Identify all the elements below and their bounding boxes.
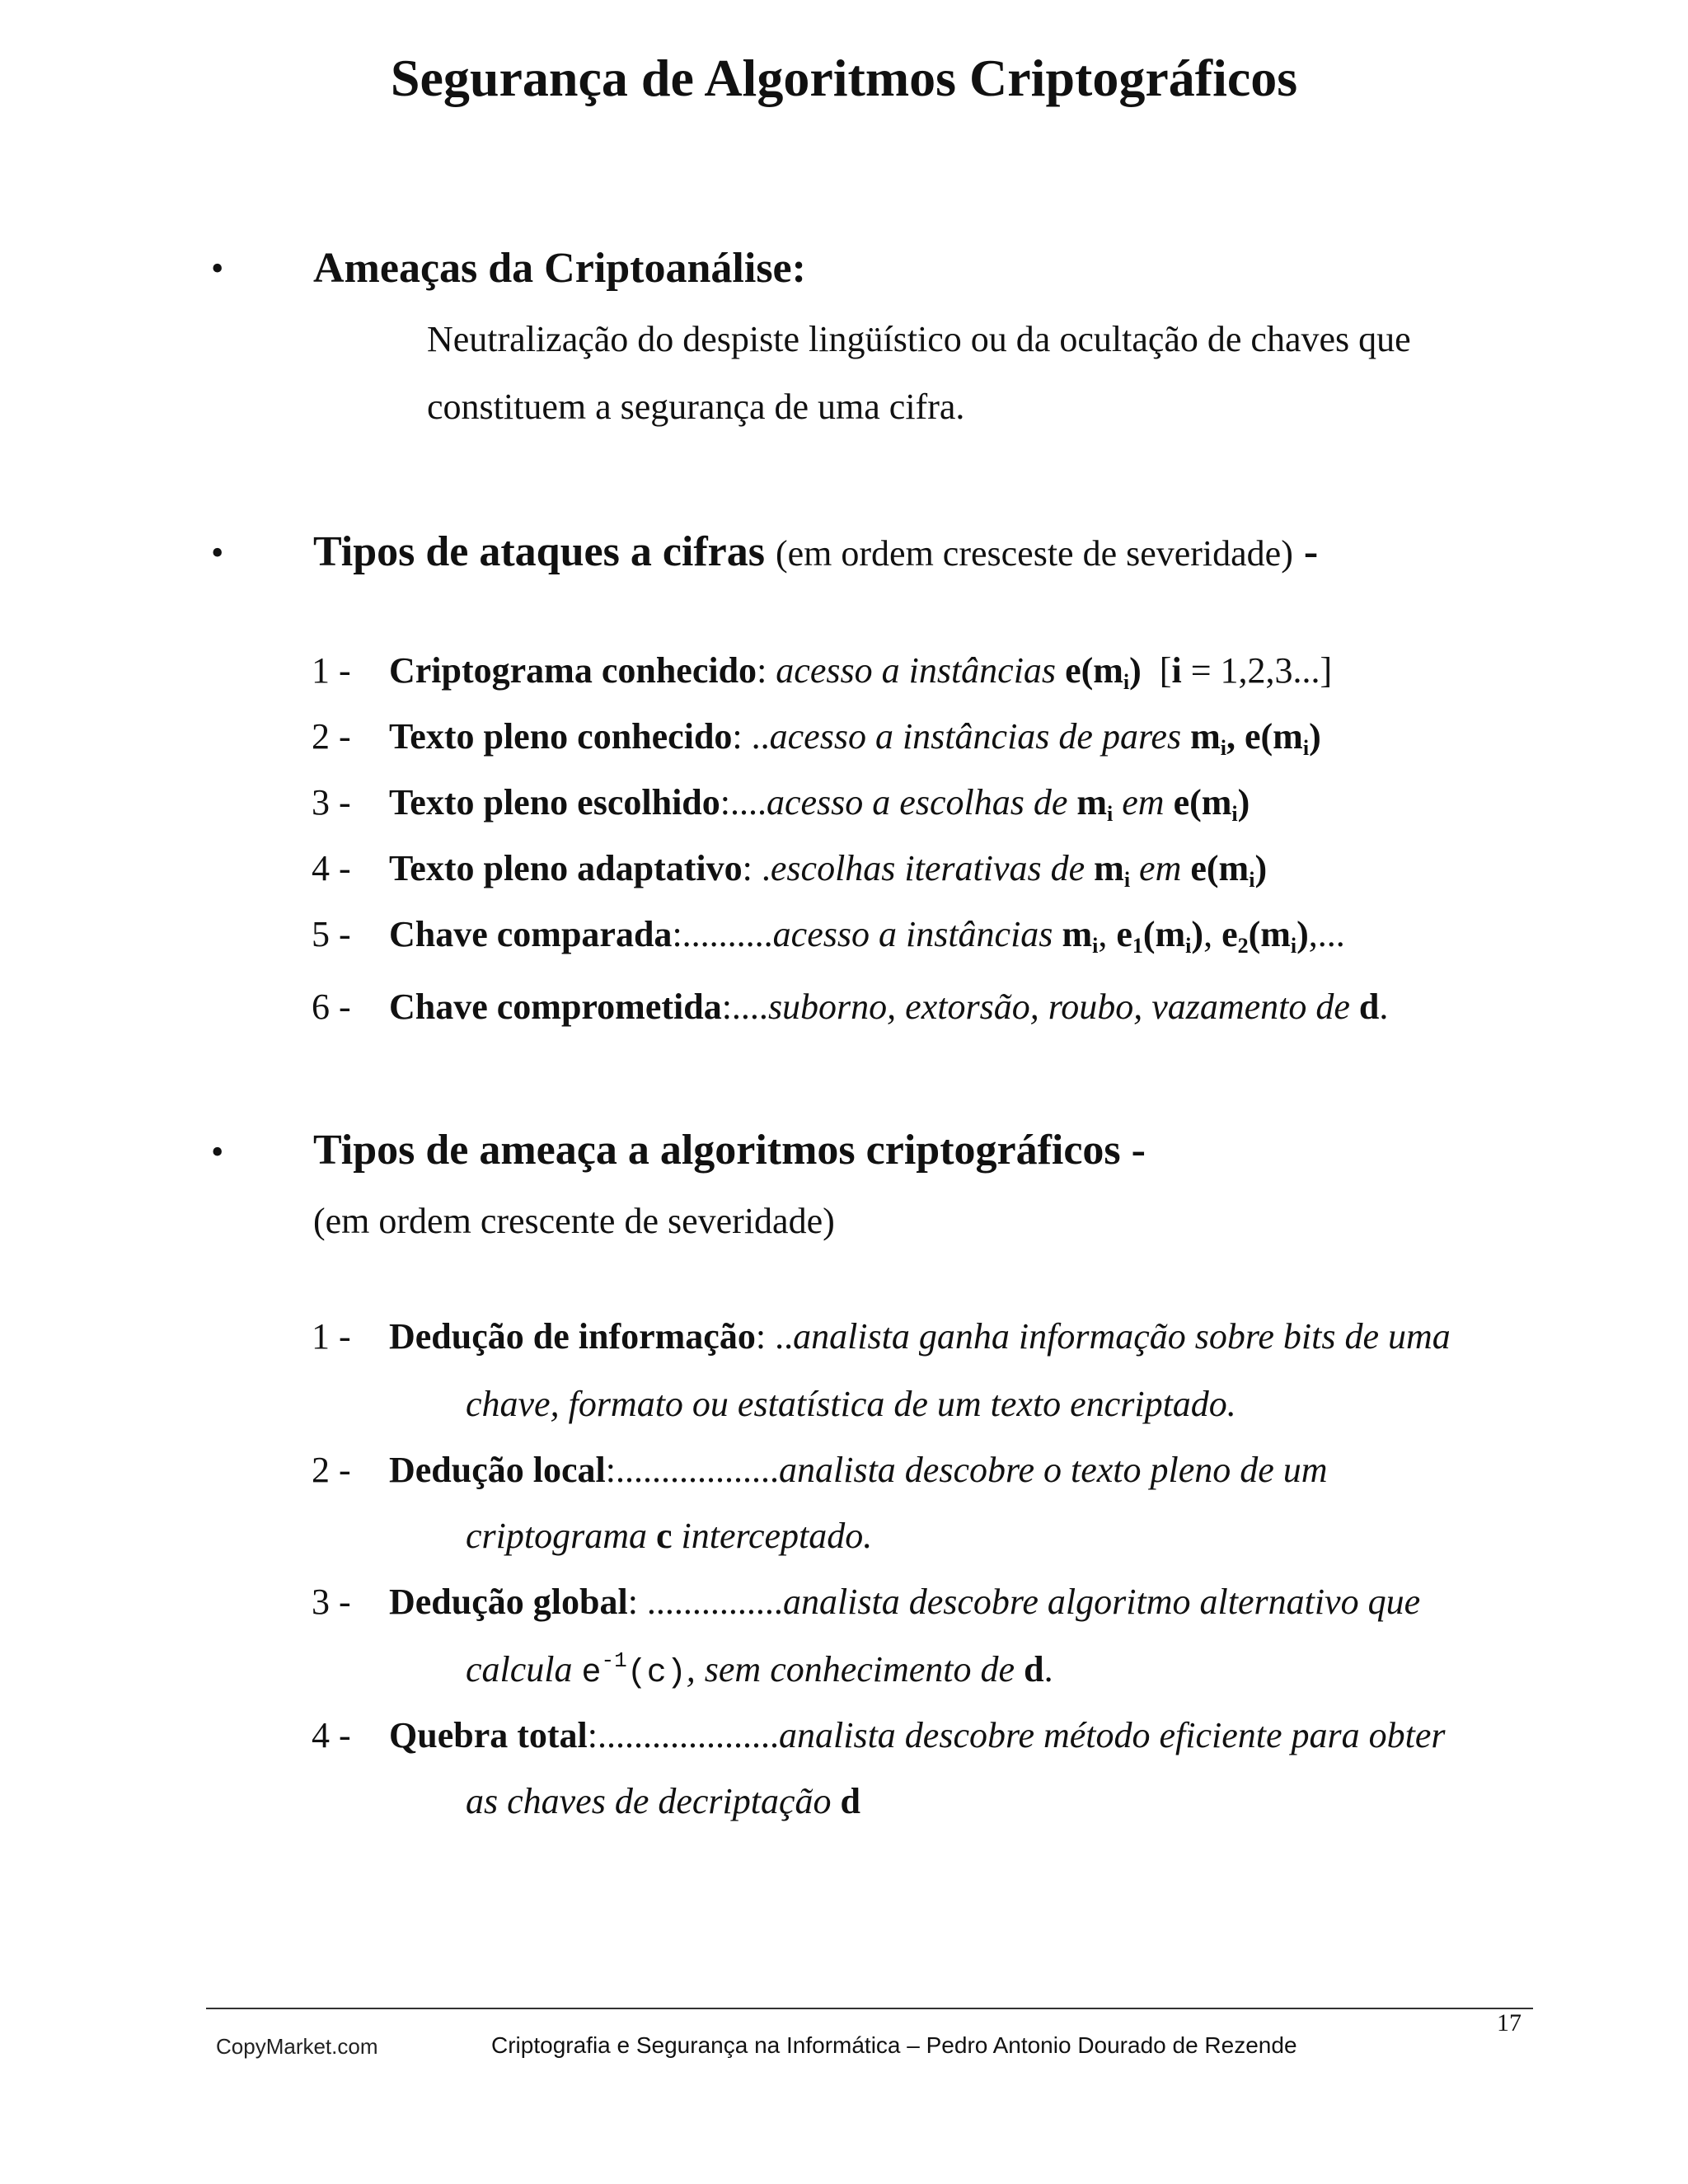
bullet-icon: • — [211, 1132, 224, 1172]
algorithm-num: 1 - — [312, 1316, 351, 1357]
attack-num: 5 - — [312, 914, 351, 954]
algorithm-label: Dedução local — [389, 1450, 606, 1490]
attack-desc: acesso a escolhas de — [767, 782, 1068, 823]
algorithm-label: Dedução global — [389, 1582, 628, 1622]
attack-desc: acesso a instâncias — [772, 914, 1053, 954]
attack-label: Criptograma conhecido — [389, 650, 757, 691]
attack-item: Texto pleno adaptativo: .escolhas iterativas de $m_i$ em $e(m_i)$ — [389, 848, 1268, 892]
attack-desc-2: em — [1122, 782, 1165, 823]
attack-sep: :.... — [721, 987, 768, 1027]
algorithm-cont: chave, formato ou estatística de um texto encriptado. — [466, 1384, 1236, 1424]
algorithm-label: Dedução de informação — [389, 1316, 756, 1357]
attacks-heading-text: Tipos de ataques a cifras — [313, 528, 765, 575]
attack-sep: : — [757, 650, 767, 691]
algorithm-item-cont — [466, 1383, 1236, 1425]
algorithm-cont-bold: c — [656, 1516, 673, 1556]
attack-item: Texto pleno conhecido: ..acesso a instâncias de pares $m_i$, $e(m_i)$ — [389, 716, 1321, 760]
attacks-heading-paren: (em ordem cresceste de severidade) — [775, 533, 1293, 574]
attack-desc-2: em — [1139, 848, 1182, 888]
page-number: 17 — [1497, 2009, 1522, 2036]
attack-num: 3 - — [312, 782, 351, 823]
attack-label: Texto pleno adaptativo — [389, 848, 743, 888]
algorithm-desc: analista ganha informação sobre bits de uma — [793, 1316, 1451, 1357]
attack-label: Chave comparada — [389, 914, 673, 954]
algorithm-desc: analista descobre o texto pleno de um — [779, 1450, 1328, 1490]
attack-desc: escolhas iterativas de — [770, 848, 1085, 888]
algorithm-item-cont: calcula $e^{-1}(c)$, sem conhecimento de d. — [466, 1648, 1053, 1692]
algorithm-num: 4 - — [312, 1715, 351, 1755]
attack-desc: acesso a instâncias — [776, 650, 1057, 691]
page-title: Segurança de Algoritmos Criptográficos — [390, 49, 1298, 107]
algorithm-formula: $e^{-1}(c)$ — [581, 1648, 687, 1692]
attack-label: Texto pleno conhecido — [389, 716, 733, 757]
bullet-icon: • — [211, 248, 224, 288]
attack-sep: :.......... — [672, 914, 773, 954]
footer-divider — [206, 2008, 1533, 2009]
algorithm-item — [389, 1581, 1420, 1623]
algorithm-sep: :.................... — [587, 1715, 779, 1755]
attack-item: Chave comparada:..........acesso a instâncias $m_i$, $e_1(m_i)$, $e_2(m_i)$,... — [389, 914, 1345, 958]
algorithm-cont: criptograma — [466, 1516, 647, 1556]
algorithm-label: Quebra total — [389, 1715, 588, 1755]
threats-line-2: constituem a segurança de uma cifra. — [427, 387, 965, 427]
attack-sep: :.... — [720, 782, 767, 823]
algorithm-item-cont — [466, 1515, 872, 1557]
attack-sep: : . — [742, 848, 771, 888]
attack-num: 2 - — [312, 716, 351, 757]
threats-line-1: Neutralização do despiste lingüístico ou da ocultação de chaves que — [427, 319, 1411, 359]
section-algorithms-heading: Tipos de ameaça a algoritmos criptográficos - — [313, 1127, 1146, 1174]
algorithm-cont-bold: d — [840, 1781, 861, 1821]
attack-desc: acesso a instâncias de pares — [769, 716, 1182, 757]
algorithm-cont-2: interceptado. — [681, 1516, 873, 1556]
attack-item: Texto pleno escolhido:....acesso a escolhas de $m_i$ em $e(m_i)$ — [389, 782, 1250, 826]
attack-num: 6 - — [312, 987, 351, 1027]
section-attacks-heading — [313, 527, 1318, 576]
algorithm-cont-2: , sem conhecimento de — [686, 1649, 1015, 1690]
algorithm-num: 2 - — [312, 1450, 351, 1490]
algorithm-item — [389, 1714, 1446, 1756]
bullet-icon: • — [211, 532, 224, 573]
attack-label: Chave comprometida — [389, 987, 722, 1027]
attack-label: Texto pleno escolhido — [389, 782, 720, 823]
attack-num: 4 - — [312, 848, 351, 888]
attack-num: 1 - — [312, 650, 351, 691]
attack-item: Chave comprometida:....suborno, extorsão, roubo, vazamento de d. — [389, 987, 1389, 1027]
algorithm-sep: :.................. — [605, 1450, 779, 1490]
section-threats-heading: Ameaças da Criptoanálise: — [313, 245, 806, 292]
attack-sep: : .. — [732, 716, 770, 757]
algorithm-cont: as chaves de decriptação — [466, 1781, 832, 1821]
algorithm-item — [389, 1449, 1328, 1491]
algorithms-subheading: (em ordem crescente de severidade) — [313, 1201, 835, 1241]
algorithm-item-cont — [466, 1780, 860, 1822]
algorithm-sep: : .. — [755, 1316, 794, 1357]
algorithm-num: 3 - — [312, 1582, 351, 1622]
algorithm-desc: analista descobre algoritmo alternativo que — [782, 1582, 1421, 1622]
algorithm-sep: : ............... — [627, 1582, 783, 1622]
attacks-heading-dash: - — [1303, 528, 1319, 575]
algorithm-cont: calcula — [466, 1649, 573, 1690]
footer-book-title: Criptografia e Segurança na Informática – Pedro Antonio Dourado de Rezende — [491, 2032, 1297, 2058]
attack-item: Criptograma conhecido: acesso a instâncias $e(m_i) [i = 1,2,3...]$ — [389, 650, 1333, 694]
algorithm-cont-bold: d — [1024, 1649, 1044, 1690]
attack-desc: suborno, extorsão, roubo, vazamento de — [767, 987, 1350, 1027]
algorithm-item — [389, 1315, 1451, 1357]
algorithm-desc: analista descobre método eficiente para obter — [779, 1715, 1446, 1755]
footer-site: CopyMarket.com — [216, 2034, 378, 2059]
